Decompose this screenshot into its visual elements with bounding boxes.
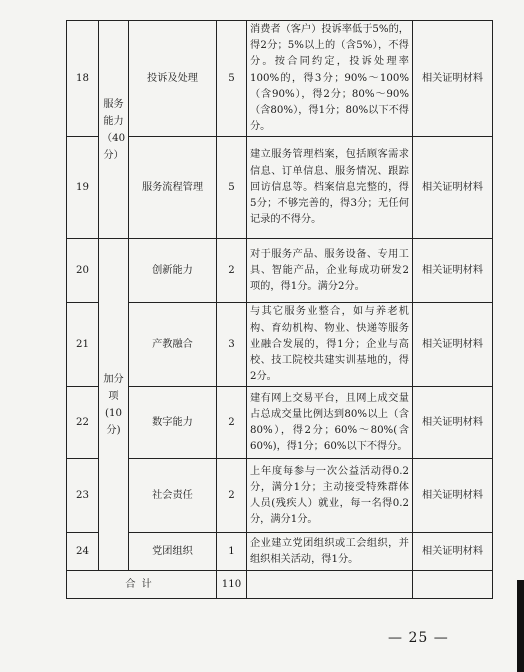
item-score: 1 — [217, 533, 247, 571]
empty-cell — [247, 571, 413, 599]
required-material: 相关证明材料 — [413, 239, 493, 303]
row-number: 21 — [67, 303, 99, 387]
item-score: 3 — [217, 303, 247, 387]
item-name: 党团组织 — [129, 533, 217, 571]
required-material: 相关证明材料 — [413, 459, 493, 533]
required-material: 相关证明材料 — [413, 387, 493, 459]
total-row — [67, 571, 493, 599]
scoring-criteria: 建立服务管理档案，包括顾客需求信息、订单信息、服务情况、跟踪回访信息等。档案信息完整的，得5分；不够完善的，得3分；无任何记录的不得分。 — [247, 137, 413, 239]
item-score: 2 — [217, 239, 247, 303]
table-row — [67, 303, 493, 387]
row-number: 23 — [67, 459, 99, 533]
row-number: 18 — [67, 21, 99, 137]
item-score: 5 — [217, 21, 247, 137]
item-name: 服务流程管理 — [129, 137, 217, 239]
scoring-criteria: 企业建立党团组织或工会组织，并组织相关活动，得1分。 — [247, 533, 413, 571]
item-name: 产教融合 — [129, 303, 217, 387]
scoring-criteria: 上年度每参与一次公益活动得0.2分，满分1分；主动接受特殊群体人员(残疾人）就业，每一名得0.2分，满分1分。 — [247, 459, 413, 533]
table-row — [67, 239, 493, 303]
table-row — [67, 21, 493, 137]
scoring-table — [66, 20, 493, 599]
item-name: 投诉及处理 — [129, 21, 217, 137]
required-material: 相关证明材料 — [413, 21, 493, 137]
table-row — [67, 387, 493, 459]
scan-edge-shadow — [517, 580, 524, 672]
total-label: 合计 — [67, 571, 217, 599]
required-material: 相关证明材料 — [413, 533, 493, 571]
category-service-capability: 服务能力（40分） — [99, 21, 129, 239]
item-score: 5 — [217, 137, 247, 239]
item-score: 2 — [217, 387, 247, 459]
scoring-criteria: 与其它服务业整合，如与养老机构、育幼机构、物业、快递等服务业融合发展的，得1分；企业与高校、技工院校共建实训基地的，得2分。 — [247, 303, 413, 387]
row-number: 19 — [67, 137, 99, 239]
item-name: 数字能力 — [129, 387, 217, 459]
row-number: 22 — [67, 387, 99, 459]
scoring-criteria: 建有网上交易平台，且网上成交量占总成交量比例达到80%以上（含80%），得2分；60%～80%(含60%)，得1分；60%以下不得分。 — [247, 387, 413, 459]
category-bonus: 加分项(10分) — [99, 239, 129, 571]
table-row — [67, 137, 493, 239]
table-row — [67, 533, 493, 571]
scoring-criteria: 消费者（客户）投诉率低于5%的，得2分；5%以上的（含5%），不得分。按合同约定，投诉处理率100%的，得3分；90%～100%（含90%），得2分；80%～90%（含80%），得1分；80%以下不得分。 — [247, 21, 413, 137]
item-name: 社会责任 — [129, 459, 217, 533]
row-number: 24 — [67, 533, 99, 571]
row-number: 20 — [67, 239, 99, 303]
scoring-criteria: 对于服务产品、服务设备、专用工具、智能产品，企业每成功研发2项的，得1分。满分2分。 — [247, 239, 413, 303]
total-score: 110 — [217, 571, 247, 599]
table-row — [67, 459, 493, 533]
item-score: 2 — [217, 459, 247, 533]
page-number: — 25 — — [388, 630, 449, 646]
required-material: 相关证明材料 — [413, 303, 493, 387]
empty-cell — [413, 571, 493, 599]
item-name: 创新能力 — [129, 239, 217, 303]
required-material: 相关证明材料 — [413, 137, 493, 239]
